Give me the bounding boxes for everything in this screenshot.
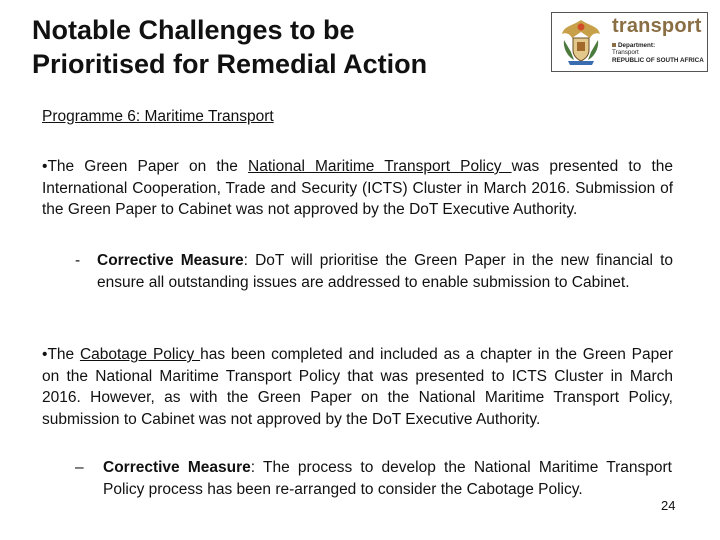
slide-title [32, 14, 532, 82]
corrective-measure-label: Corrective Measure [103, 459, 251, 476]
corrective-measure-1 [97, 250, 673, 293]
corrective-measure-text: : DoT will prioritise the Green Paper in the new financial to ensure all outstanding issues are addressed to enable submission to Cabinet. [97, 252, 673, 291]
bullet-paragraph-2 [42, 344, 673, 430]
logo-line-department: Department: [612, 42, 704, 49]
bullet-paragraph-1 [42, 156, 673, 221]
logo-wordmark: transport [612, 15, 702, 37]
cabotage-link-text: Cabotage Policy [79, 346, 201, 363]
title-line-1: Notable Challenges to be [32, 15, 355, 45]
bullet-marker: • [42, 158, 48, 175]
corrective-measure-text: : The process to develop the National Maritime Transport Policy process has been re-arranged to consider the Cabotage Policy. [103, 459, 672, 498]
policy-link-text: National Maritime Transport Policy [248, 158, 512, 175]
logo-line-transport: Transport [612, 49, 639, 57]
bullet-1-rest: was presented to the International Cooperation, Trade and Security (ICTS) Cluster in March 2016. Submission of the Green Paper to Cabinet was not approved by the DoT Executive Authority. [42, 158, 673, 218]
bullet-marker: • [42, 346, 48, 363]
bullet-1-lead: The Green Paper on the [47, 158, 249, 175]
title-line-2: Prioritised for Remedial Action [32, 48, 428, 79]
page-number: 24 [661, 498, 676, 513]
bullet-square-icon [612, 43, 616, 47]
bullet-2-rest: has been completed and included as a chapter in the Green Paper on the National Maritime Transport Policy that was presented to ICTS Cluster in March 2016. However, as with the Green Paper on the National Maritime Transport Policy, submission to Cabinet was not approved by the DoT Executive Authority. [42, 346, 674, 428]
logo-department-text [612, 42, 704, 64]
department-logo [551, 12, 708, 72]
sub-bullet-marker-1: - [75, 252, 81, 269]
sub-bullet-marker-2: – [75, 459, 84, 476]
logo-line-country: REPUBLIC OF SOUTH AFRICA [612, 56, 704, 64]
bullet-2-lead: The [47, 346, 80, 363]
corrective-measure-2 [103, 457, 672, 500]
programme-heading: Programme 6: Maritime Transport [42, 108, 274, 125]
corrective-measure-label: Corrective Measure [97, 252, 244, 269]
coat-of-arms-icon [558, 18, 604, 66]
